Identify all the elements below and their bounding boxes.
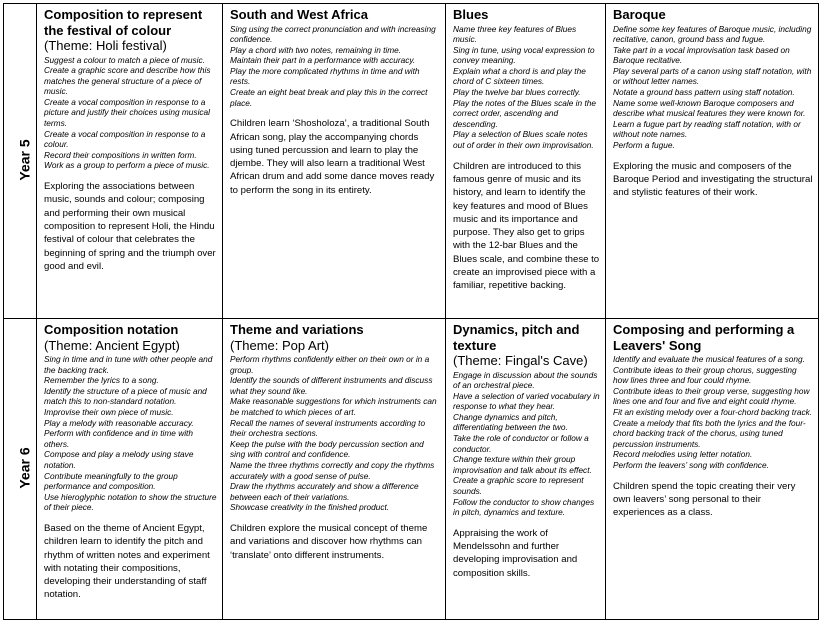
unit-title: Theme and variations xyxy=(230,322,364,337)
unit-theme: (Theme: Holi festival) xyxy=(44,38,167,53)
unit-cell xyxy=(446,4,606,319)
objective-item: Play a melody with reasonable accuracy. xyxy=(44,417,194,428)
unit-title: Dynamics, pitch and texture xyxy=(453,322,580,353)
objective-item: Sing using the correct pronunciation and with increasing confidence. xyxy=(230,23,436,45)
objective-item: Fit an existing melody over a four-chord backing track. xyxy=(613,406,813,417)
unit-cell xyxy=(606,4,819,319)
objective-item: Use hieroglyphic notation to show the structure of their piece. xyxy=(44,491,217,513)
objective-item: Recall the names of several instruments according to their orchestra sections. xyxy=(230,417,426,439)
objective-item: Take part in a vocal improvisation task based on Baroque recitative. xyxy=(613,44,790,66)
unit-summary: Appraising the work of Mendelssohn and further developing improvisation and composition skills. xyxy=(453,527,578,579)
objective-item: Play the twelve bar blues correctly. xyxy=(453,87,581,98)
objectives-list xyxy=(453,370,601,518)
objective-item: Engage in discussion about the sounds of an orchestral piece. xyxy=(453,369,598,391)
objective-item: Explain what a chord is and play the chord of C sixteen times. xyxy=(453,65,586,87)
unit-summary: Children explore the musical concept of theme and variations and discover how rhythms can ‘translate’ onto different instruments. xyxy=(230,522,428,561)
unit-title: South and West Africa xyxy=(230,7,368,22)
unit-title: Baroque xyxy=(613,7,666,22)
unit-title: Composition notation xyxy=(44,322,179,337)
objective-item: Make reasonable suggestions for which instruments can be matched to which pieces of art. xyxy=(230,396,437,417)
unit-title: Blues xyxy=(453,7,489,22)
unit-cell xyxy=(446,319,606,620)
unit-summary: Children are introduced to this famous genre of music and its history, and learn to identify the key features and mood of Blues music and its importance and purpose. They also get to grips with the 12-bar Blues and the Blues scale, and combine these to create an improvised piece with a familiar, repetitive backing. xyxy=(453,160,600,292)
objective-item: Follow the conductor to show changes in pitch, dynamics and texture. xyxy=(453,496,595,518)
objective-item: Contribute ideas to their group verse, suggesting how lines one and four and five and eight could rhyme. xyxy=(613,385,810,407)
unit-theme: (Theme: Ancient Egypt) xyxy=(44,337,180,353)
objective-item: Play a selection of Blues scale notes out of order in their own improvisation. xyxy=(453,129,594,151)
objective-item: Draw the rhythms accurately and show a difference between each of their variations. xyxy=(230,481,419,502)
objective-item: Name three key features of Blues music. xyxy=(453,23,577,45)
objective-item: Create a vocal composition in response to a picture and justify their choices using musical terms. xyxy=(44,96,211,129)
objective-item: Keep the pulse with the body percussion section and sing with control and confidence. xyxy=(230,438,424,460)
objectives-list xyxy=(44,55,218,172)
unit-theme: (Theme: Pop Art) xyxy=(230,337,329,353)
unit-cell xyxy=(606,319,819,620)
year-5-row xyxy=(4,4,819,319)
unit-title: Composing and performing a Leavers' Song xyxy=(613,322,795,353)
objective-item: Perform a fugue. xyxy=(613,140,675,151)
objective-item: Create a graphic score to represent sounds. xyxy=(453,475,584,497)
objective-item: Sing in tune, using vocal expression to convey meaning. xyxy=(453,44,595,66)
objective-item: Create an eight beat break and play this in the correct place. xyxy=(230,87,428,108)
year-5-header-cell xyxy=(4,4,37,319)
objective-item: Perform the leavers’ song with confidence. xyxy=(613,459,769,470)
objective-item: Contribute meaningfully to the group performance and composition. xyxy=(44,470,178,492)
objective-item: Maintain their part in a performance with accuracy. xyxy=(230,55,416,66)
objective-item: Play several parts of a canon using staff notation, with or without letter names. xyxy=(613,65,812,87)
year-label: Year 6 xyxy=(16,447,33,489)
objective-item: Define some key features of Baroque music, including recitative, canon, ground bass and fugue. xyxy=(613,23,812,45)
objective-item: Name some well-known Baroque composers and describe what musical features they were known for. xyxy=(613,97,806,119)
objective-item: Remember the lyrics to a song. xyxy=(44,375,159,386)
objective-item: Create a melody that fits both the lyrics and the four-chord backing track of the chorus, using tuned percussion instruments. xyxy=(613,417,806,449)
unit-title: Composition to represent the festival of colour xyxy=(44,7,203,38)
objective-item: Perform with confidence and in time with others. xyxy=(44,428,193,449)
year-6-row xyxy=(4,319,819,620)
unit-cell xyxy=(223,4,446,319)
objective-item: Learn a fugue part by reading staff notation, with or without note names. xyxy=(613,118,801,140)
objective-item: Identify the structure of a piece of music and match this to non-standard notation. xyxy=(44,385,207,407)
objective-item: Identify the sounds of different instruments and discuss what they sound like. xyxy=(230,375,433,396)
objectives-list xyxy=(230,354,441,513)
objective-item: Identify and evaluate the musical features of a song. xyxy=(613,354,805,364)
objective-item: Showcase creativity in the finished product. xyxy=(230,502,390,513)
objective-item: Play the notes of the Blues scale in the correct order, ascending and descending. xyxy=(453,97,596,129)
objective-item: Play the more complicated rhythms in time and with rests. xyxy=(230,65,420,87)
objectives-list xyxy=(230,24,441,109)
objective-item: Contribute ideas to their group chorus, suggesting how lines three and four could rhyme. xyxy=(613,364,797,386)
objective-item: Play a chord with two notes, remaining in time. xyxy=(230,44,402,55)
unit-summary: Exploring the associations between music, sounds and colour; composing and performing their own musical composition to represent Holi, the Hindu festival of colour that celebrates the beginning of spring and the triumph over good and evil. xyxy=(44,181,216,272)
unit-theme: (Theme: Fingal's Cave) xyxy=(453,353,588,368)
objective-item: Name the three rhythms correctly and copy the rhythms accurately with a good sense of pulse. xyxy=(230,459,435,481)
objectives-list xyxy=(613,24,814,151)
objective-item: Change texture within their group improvisation and talk about its effect. xyxy=(453,454,592,475)
objective-item: Notate a ground bass pattern using staff notation. xyxy=(613,87,795,98)
objective-item: Change dynamics and pitch, differentiating between the two. xyxy=(453,411,568,433)
objective-item: Create a graphic score and describe how this matches the general structure of a piece of music. xyxy=(44,65,211,97)
objective-item: Take the role of conductor or follow a conductor. xyxy=(453,433,589,454)
objective-item: Perform rhythms confidently either on their own or in a group. xyxy=(230,354,430,375)
objective-item: Record their compositions in written form. xyxy=(44,149,197,160)
curriculum-table xyxy=(3,3,819,620)
unit-cell xyxy=(37,319,223,620)
objectives-list xyxy=(44,354,218,513)
unit-summary: Exploring the music and composers of the Baroque Period and investigating the structural and stylistic features of their work. xyxy=(613,160,813,199)
unit-summary: Children learn ‘Shosholoza’, a traditional South African song, play the accompanying chords using tuned percussion and learn to play the djembe. They will also learn a traditional West African drum and add some dance moves ready to perform the song in its entirety. xyxy=(230,118,435,196)
objective-item: Have a selection of varied vocabulary in response to what they hear. xyxy=(453,390,600,412)
objective-item: Record melodies using letter notation. xyxy=(613,449,753,460)
objective-item: Work as a group to perform a piece of music. xyxy=(44,160,210,171)
objectives-list xyxy=(613,354,814,471)
objective-item: Create a vocal composition in response to a colour. xyxy=(44,128,206,150)
unit-cell xyxy=(37,4,223,319)
year-6-header-cell xyxy=(4,319,37,620)
objective-item: Compose and play a melody using stave notation. xyxy=(44,449,194,470)
objectives-list xyxy=(453,24,601,151)
unit-summary: Children spend the topic creating their very own leavers’ song personal to their experiences as a class. xyxy=(613,480,796,519)
objective-item: Improvise their own piece of music. xyxy=(44,406,174,417)
objective-item: Sing in time and in tune with other people and the backing track. xyxy=(44,354,213,375)
objective-item: Suggest a colour to match a piece of music. xyxy=(44,54,205,65)
unit-cell xyxy=(223,319,446,620)
year-label: Year 5 xyxy=(16,139,33,181)
unit-summary: Based on the theme of Ancient Egypt, children learn to identify the pitch and rhythm of written notes and experiment with notating their compositions, developing their understanding of staff notation. xyxy=(44,522,210,601)
